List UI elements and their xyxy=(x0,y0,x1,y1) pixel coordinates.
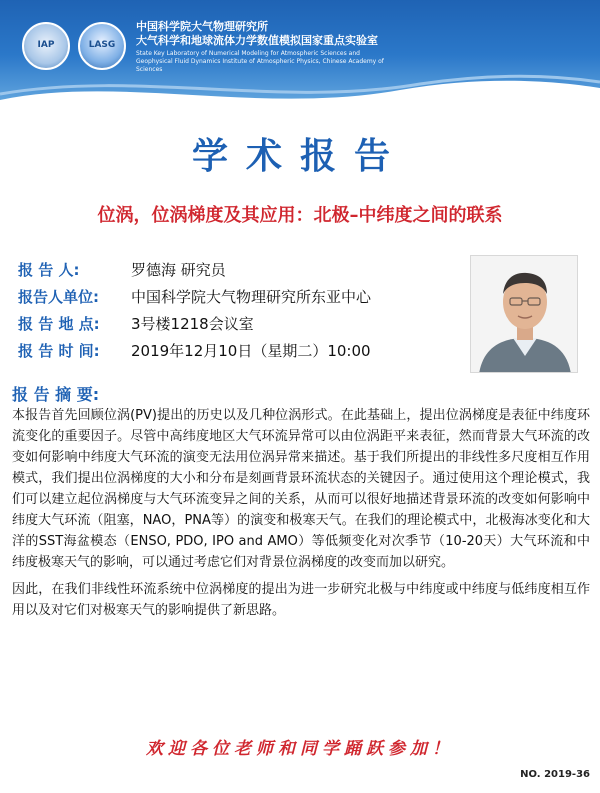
page-title: 学术报告 xyxy=(191,135,408,177)
info-label: 报 告 地 点: xyxy=(18,315,100,333)
info-label: 报 告 时 间: xyxy=(18,342,100,360)
info-row-time xyxy=(18,337,371,364)
speaker-portrait-image xyxy=(471,256,578,373)
abstract-body xyxy=(12,405,590,627)
speaker-photo xyxy=(470,255,578,373)
header-banner xyxy=(0,0,600,100)
info-row-location xyxy=(18,310,371,337)
info-label: 报告人单位: xyxy=(18,288,99,306)
header-wave-decoration xyxy=(0,70,600,100)
iap-logo xyxy=(22,22,70,70)
info-value: 中国科学院大气物理研究所东亚中心 xyxy=(131,288,372,306)
organization-name xyxy=(136,20,386,74)
info-value: 2019年12月10日（星期二）10:00 xyxy=(131,342,371,360)
talk-subject: 位涡，位涡梯度及其应用：北极–中纬度之间的联系 xyxy=(97,205,503,226)
org-name-en: State Key Laboratory of Numerical Modeling for Atmospheric Sciences and Geophysical Fluid Dynamics Institute of Atmospheric Physics, Chinese Academy of Sciences xyxy=(136,50,384,73)
info-row-affiliation xyxy=(18,283,371,310)
abstract-heading: 报 告 摘 要: xyxy=(12,385,100,404)
abstract-paragraph-2: 因此，在我们非线性环流系统中位涡梯度的提出为进一步研究北极与中纬度或中纬度与低纬度相互作用以及对它们对极寒天气的影响提供了新思路。 xyxy=(12,582,590,618)
abstract-paragraph-1: 本报告首先回顾位涡(PV)提出的历史以及几种位涡形式。在此基础上，提出位涡梯度是表征中纬度环流变化的重要因子。尽管中高纬度地区大气环流异常可以由位涡距平来表征，然而背景大气环流的改变如何影响中纬度大气环流的演变无法用位涡异常来描述。基于我们所提出的非线性多尺度相互作用模式，我们提出位涡梯度的大小和分布是刻画背景环流状态的关键因子。通过使用这个理论模式，我们可以建立起位涡梯度与大气环流变异之间的关系，从而可以很好地描述背景环流的改变如何影响中纬度大气环流（阻塞，NAO，PNA等）的演变和极寒天气。在我们的理论模式中，北极海冰变化和大洋的SST海盆模态（ENSO, PDO, IPO and AMO）等低频变化对次季节（10-20天）大气环流和中纬度极寒天气的影响，可以通过考虑它们对背景位涡梯度的改变而加以研究。 xyxy=(12,408,590,570)
lasg-logo xyxy=(78,22,126,70)
talk-info xyxy=(18,256,371,364)
org-name-cn-2: 大气科学和地球流体力学数值模拟国家重点实验室 xyxy=(136,34,378,47)
lasg-logo-text: LASG xyxy=(88,40,116,50)
info-value: 罗德海 研究员 xyxy=(131,261,226,279)
iap-logo-text: IAP xyxy=(37,40,55,50)
info-row-speaker xyxy=(18,256,371,283)
poster-number: NO. 2019-36 xyxy=(520,769,590,780)
org-name-cn-1: 中国科学院大气物理研究所 xyxy=(136,20,268,33)
info-value: 3号楼1218会议室 xyxy=(131,315,254,333)
info-label: 报 告 人: xyxy=(18,261,80,279)
welcome-message: 欢迎各位老师和同学踊跃参加！ xyxy=(146,739,454,759)
